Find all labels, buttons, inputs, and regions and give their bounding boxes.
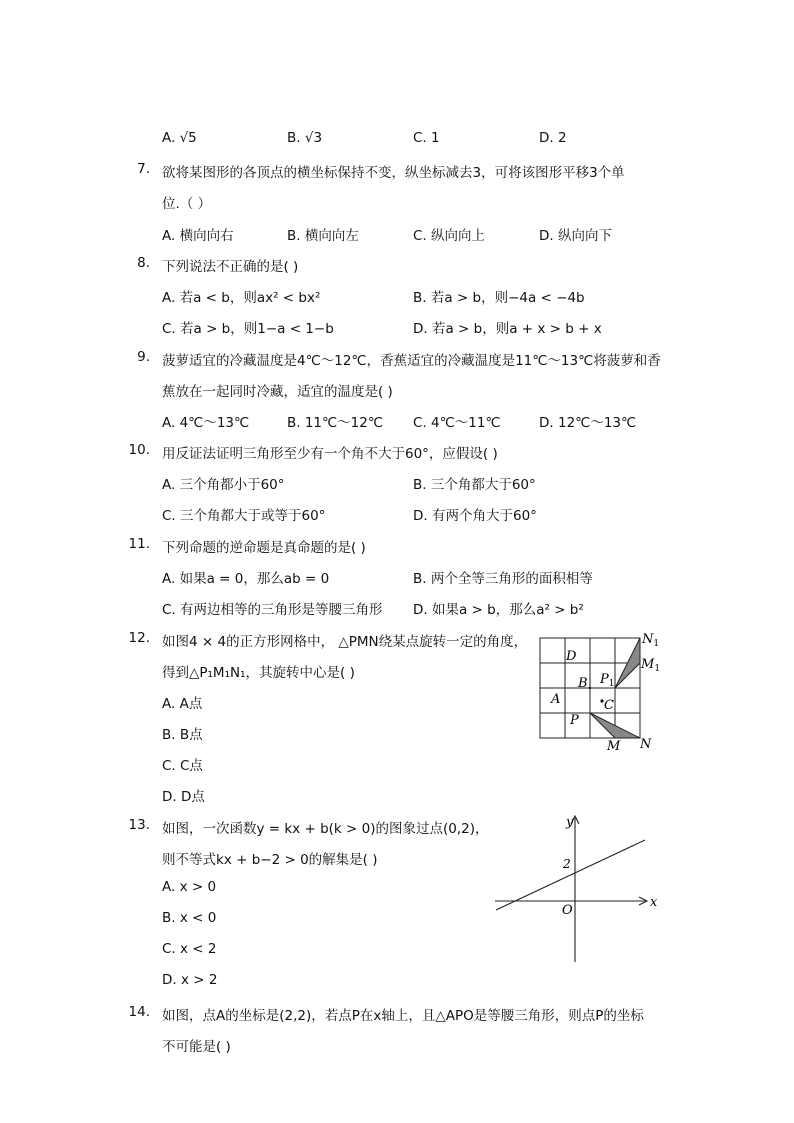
label-2: 2 [563,857,571,871]
label-c: C [604,698,614,713]
q11-text: 下列命题的逆命题是真命题的是( ) [162,540,366,556]
q13-text-line2: 则不等式kx + b−2 > 0的解集是( ) [162,852,378,868]
point-b-dot [589,687,591,689]
q13-text-line1: 如图，一次函数y = kx + b(k > 0)的图象过点(0,2)， [162,821,489,837]
q8-option-a: A. 若a < b，则ax² < bx² [162,290,321,306]
q7-option-a: A. 横向向右 [162,228,234,244]
q7-text-line2: 位.（ ） [162,196,212,212]
q6-option-a: A. √5 [162,130,197,146]
q8-option-b: B. 若a > b，则−4a < −4b [413,290,585,306]
label-m: M [607,739,621,754]
q14-text-line2: 不可能是( ) [162,1039,231,1055]
q7-number: 7. [137,161,150,177]
q13-option-c: C. x < 2 [162,941,217,957]
q6-option-b: B. √3 [287,130,323,146]
q7-text-line1: 欲将某图形的各顶点的横坐标保持不变，纵坐标减去3，可将该图形平移3个单 [162,165,625,181]
q6-option-d: D. 2 [539,130,567,146]
q13-graph-figure [490,810,670,965]
label-o: O [562,903,573,918]
label-d: D [566,649,577,664]
label-p1: $P_1$ [600,672,615,689]
q11-option-d: D. 如果a > b，那么a² > b² [413,602,584,618]
q12-option-d: D. D点 [162,789,205,805]
q8-number: 8. [137,255,150,271]
q12-option-a: A. A点 [162,696,203,712]
label-n: N [640,737,652,752]
q9-option-a: A. 4℃～13℃ [162,415,250,431]
q13-option-b: B. x < 0 [162,910,217,926]
q9-option-c: C. 4℃～11℃ [413,415,501,431]
q12-text-line2: 得到△P₁M₁N₁，其旋转中心是( ) [162,665,355,681]
q6-option-c: C. 1 [413,130,440,146]
q14-text-line1: 如图，点A的坐标是(2,2)，若点P在x轴上，且△APO是等腰三角形，则点P的坐标 [162,1008,644,1024]
q9-option-d: D. 12℃～13℃ [539,415,637,431]
label-y: y [566,815,574,830]
q11-option-b: B. 两个全等三角形的面积相等 [413,571,593,587]
q9-option-b: B. 11℃～12℃ [287,415,384,431]
q10-option-c: C. 三个角都大于或等于60° [162,508,326,524]
label-b: B [578,676,588,691]
q8-option-d: D. 若a > b，则a + x > b + x [413,321,602,337]
label-x: x [650,895,658,910]
q11-option-a: A. 如果a = 0，那么ab = 0 [162,571,330,587]
label-n1: $N_1$ [642,632,660,649]
q12-grid-figure [536,632,666,754]
q8-option-c: C. 若a > b，则1−a < 1−b [162,321,334,337]
q10-number: 10. [128,442,150,458]
q10-option-d: D. 有两个角大于60° [413,508,537,524]
q12-number: 12. [128,630,150,646]
q13-number: 13. [128,817,150,833]
function-line [496,840,645,910]
q9-number: 9. [137,349,150,365]
q14-number: 14. [128,1004,150,1020]
label-m1: $M_1$ [641,657,661,674]
q10-option-b: B. 三个角都大于60° [413,477,536,493]
q13-option-d: D. x > 2 [162,972,218,988]
label-p: P [570,713,579,728]
q9-text-line2: 蕉放在一起同时冷藏，适宜的温度是( ) [162,384,393,400]
q9-text-line1: 菠萝适宜的冷藏温度是4℃～12℃，香蕉适宜的冷藏温度是11℃～13℃将菠萝和香 [162,353,661,369]
q7-option-b: B. 横向向左 [287,228,359,244]
q13-option-a: A. x > 0 [162,879,217,895]
q10-text: 用反证法证明三角形至少有一个角不大于60°，应假设( ) [162,446,498,462]
q10-option-a: A. 三个角都小于60° [162,477,285,493]
q7-option-d: D. 纵向向下 [539,228,612,244]
q12-text-line1: 如图4 × 4的正方形网格中， △PMN绕某点旋转一定的角度， [162,634,528,650]
label-a: A [551,692,561,707]
q12-option-b: B. B点 [162,727,203,743]
q11-number: 11. [128,536,150,552]
q11-option-c: C. 有两边相等的三角形是等腰三角形 [162,602,383,618]
q8-text: 下列说法不正确的是( ) [162,259,299,275]
q12-option-c: C. C点 [162,758,203,774]
q7-option-c: C. 纵向向上 [413,228,486,244]
